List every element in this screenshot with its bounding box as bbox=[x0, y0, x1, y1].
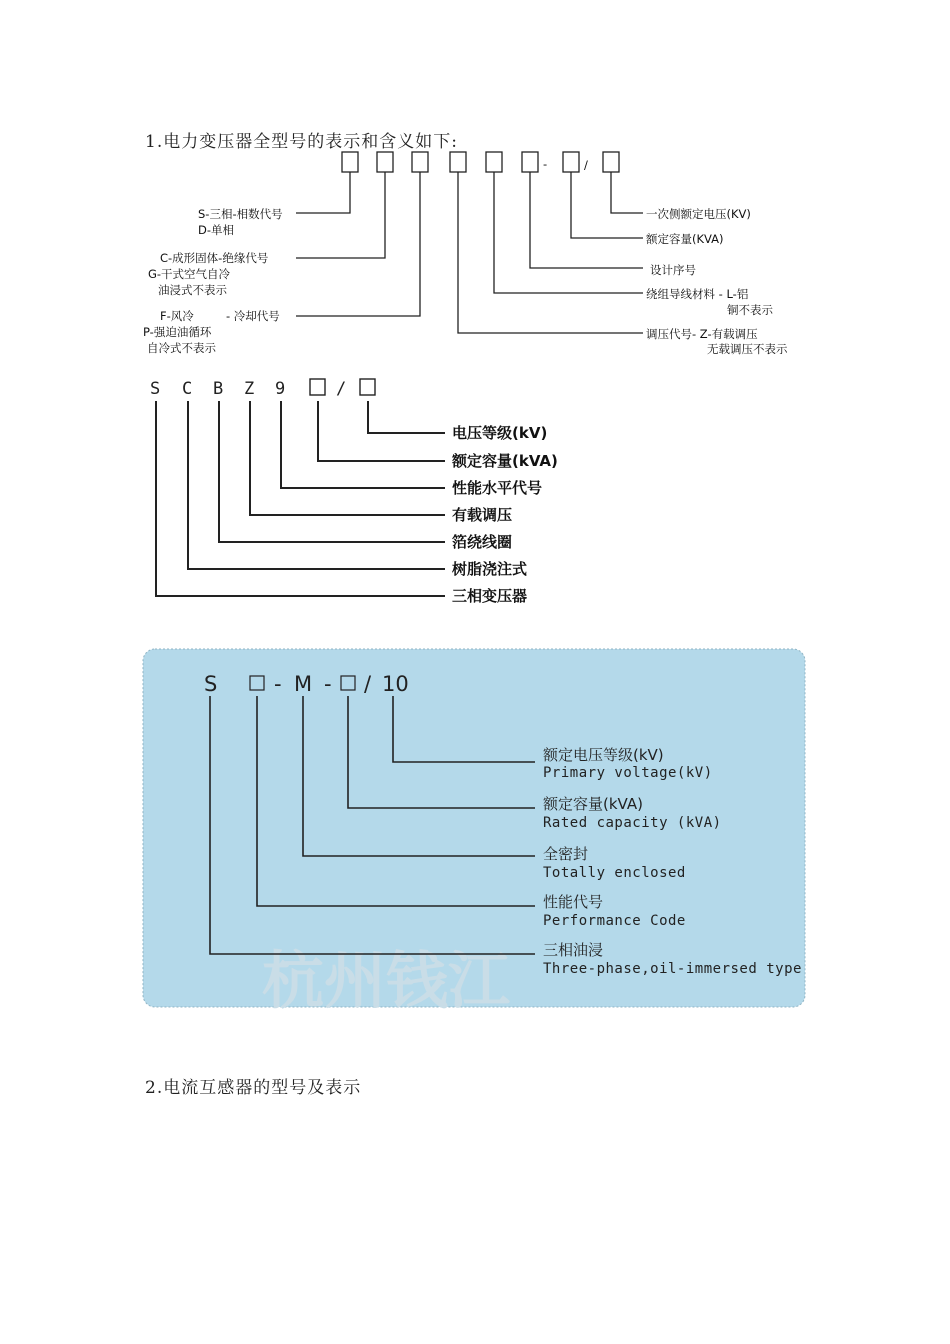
resin-cast-label: 树脂浇注式 bbox=[452, 560, 528, 578]
transformer-model-diagram-2 bbox=[0, 370, 950, 615]
leader-line bbox=[296, 172, 385, 258]
code-box-7 bbox=[563, 152, 579, 172]
leader-line bbox=[156, 401, 445, 596]
code-letter: Z bbox=[244, 379, 255, 399]
capacity-label-en: Rated capacity (kVA) bbox=[543, 815, 722, 831]
oil-immersed-label-en: Three-phase,oil-immersed type bbox=[543, 961, 802, 977]
insulation-code-label: C-成形固体-绝缘代号 bbox=[160, 251, 269, 265]
leader-line bbox=[458, 172, 643, 333]
section-heading-1: 1.电力变压器全型号的表示和含义如下: bbox=[145, 132, 458, 152]
transformer-model-panel bbox=[140, 646, 810, 1011]
code-box-6 bbox=[522, 152, 538, 172]
code-m: M bbox=[294, 672, 313, 696]
leader-line bbox=[219, 401, 445, 542]
off-load-label: 无载调压不表示 bbox=[707, 342, 788, 356]
leader-line bbox=[281, 401, 445, 488]
code-box bbox=[360, 379, 375, 395]
leader-line bbox=[494, 172, 643, 293]
code-dash: - bbox=[324, 672, 332, 696]
code-letter: B bbox=[213, 379, 224, 399]
code-slash: / bbox=[336, 379, 347, 399]
performance-level-label: 性能水平代号 bbox=[452, 479, 543, 497]
voltage-label-zh: 额定电压等级(kV) bbox=[543, 746, 664, 764]
code-box-5 bbox=[486, 152, 502, 172]
leader-line bbox=[296, 172, 350, 213]
winding-material-label: 绕组导线材料 - L-铝 bbox=[646, 287, 749, 301]
self-cooling-label: 自冷式不表示 bbox=[147, 341, 216, 355]
regulation-code-label: 调压代号- Z-有载调压 bbox=[646, 327, 758, 341]
leader-line bbox=[530, 172, 643, 268]
code-box-8 bbox=[603, 152, 619, 172]
code-slash: / bbox=[584, 158, 588, 172]
performance-label-zh: 性能代号 bbox=[543, 893, 604, 911]
leader-line bbox=[571, 172, 643, 238]
leader-line bbox=[250, 401, 445, 515]
leader-line bbox=[368, 401, 445, 433]
voltage-label-en: Primary voltage(kV) bbox=[543, 765, 713, 781]
on-load-tap-label: 有载调压 bbox=[452, 506, 513, 524]
code-box-2 bbox=[377, 152, 393, 172]
phase-code-label: S-三相-相数代号 bbox=[198, 207, 283, 221]
leader-line bbox=[611, 172, 643, 213]
foil-winding-label: 箔绕线圈 bbox=[452, 533, 513, 551]
rated-capacity-label: 额定容量(kVA) bbox=[452, 452, 558, 470]
code-box bbox=[310, 379, 325, 395]
oil-immersed-label-zh: 三相油浸 bbox=[543, 941, 604, 959]
leader-line bbox=[296, 172, 420, 316]
code-s: S bbox=[204, 672, 218, 696]
single-phase-label: D-单相 bbox=[198, 223, 235, 237]
capacity-label-zh: 额定容量(kVA) bbox=[543, 795, 643, 813]
leader-line bbox=[188, 401, 445, 569]
code-voltage: 10 bbox=[382, 672, 409, 696]
leader-line bbox=[318, 401, 445, 461]
primary-voltage-label: 一次侧额定电压(KV) bbox=[646, 207, 751, 221]
dry-air-label: G-干式空气自冷 bbox=[148, 267, 231, 281]
design-number-label: 设计序号 bbox=[650, 263, 696, 277]
code-box-1 bbox=[342, 152, 358, 172]
enclosed-label-zh: 全密封 bbox=[543, 845, 589, 863]
voltage-class-label: 电压等级(kV) bbox=[452, 424, 548, 442]
cooling-code-label: - 冷却代号 bbox=[226, 309, 280, 323]
performance-label-en: Performance Code bbox=[543, 913, 686, 929]
oil-immersed-label: 油浸式不表示 bbox=[158, 283, 227, 297]
code-letter: C bbox=[182, 379, 193, 399]
code-letter: S bbox=[150, 379, 161, 399]
enclosed-label-en: Totally enclosed bbox=[543, 865, 686, 881]
code-letter: 9 bbox=[275, 379, 286, 399]
code-dash: - bbox=[543, 157, 548, 171]
code-box-3 bbox=[412, 152, 428, 172]
forced-oil-label: P-强迫油循环 bbox=[143, 325, 212, 339]
transformer-model-diagram-1 bbox=[0, 0, 950, 370]
code-dash: - bbox=[274, 672, 282, 696]
rated-capacity-label: 额定容量(KVA) bbox=[646, 232, 724, 246]
fan-cooling-label: F-风冷 bbox=[160, 309, 194, 323]
section-heading-2: 2.电流互感器的型号及表示 bbox=[145, 1078, 362, 1098]
watermark: 杭州钱江 bbox=[262, 944, 511, 1011]
code-slash: / bbox=[364, 672, 372, 696]
code-box-4 bbox=[450, 152, 466, 172]
three-phase-label: 三相变压器 bbox=[452, 587, 528, 605]
copper-label: 铜不表示 bbox=[727, 303, 773, 317]
